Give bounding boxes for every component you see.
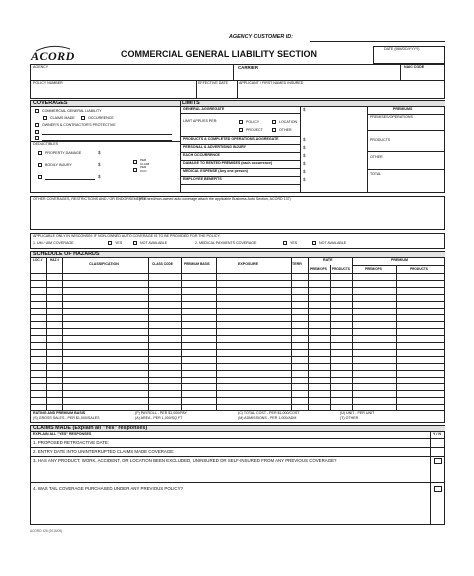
um-uim-yes-label: YES: [115, 241, 123, 245]
products-completed-dollar: $: [303, 137, 306, 142]
occurrence-checkbox[interactable]: [81, 116, 85, 120]
classification-column-header: CLASSIFICATION: [89, 262, 119, 266]
effective-date-label: EFFECTIVE DATE: [198, 81, 229, 85]
hazard-row-line: [30, 356, 445, 357]
location-label: LOCATION: [279, 120, 298, 124]
class-code-column-header: CLASS CODE: [152, 262, 173, 266]
rating-total-cost: (C) TOTAL COST - PER $1,000/COST: [238, 411, 300, 415]
bodily-injury-dollar: $: [98, 162, 101, 167]
um-uim-not-available-checkbox[interactable]: [133, 241, 137, 245]
employee-benefits-dollar: $: [303, 177, 306, 182]
location-checkbox[interactable]: [272, 120, 276, 124]
footer-form-id: ACORD 126 (2016/09): [30, 529, 63, 533]
agency-customer-id-line: [310, 41, 445, 42]
rate-prem-ops-header: PREM/OPS: [310, 267, 327, 271]
hazard-row-line: [30, 390, 445, 391]
wisconsin-text: APPLICABLE ONLY IN WISCONSIN: IF NON-OWNED AUTO COVERAGE IS TO BE PROVIDED FOR THE POLICY:: [33, 234, 221, 238]
hazard-row-line: [30, 280, 445, 281]
haz-column-header: HAZ #: [50, 258, 60, 262]
total-premium-label: TOTAL: [370, 172, 382, 176]
owners-contractors-checkbox[interactable]: [35, 123, 39, 127]
hazard-row-line: [30, 342, 445, 343]
premium-products-header: PRODUCTS: [410, 267, 428, 271]
form-title: COMMERCIAL GENERAL LIABILITY SECTION: [121, 49, 318, 59]
each-occurrence-dollar: $: [303, 153, 306, 158]
rate-products-header: PRODUCTS: [332, 267, 350, 271]
rating-other: (T) OTHER: [340, 416, 359, 420]
hazard-row-line: [30, 383, 445, 384]
cgl-label: COMMERCIAL GENERAL LIABILITY: [42, 108, 102, 113]
coverages-header: COVERAGES: [33, 99, 68, 106]
claims-question-1: 1. PROPOSED RETROACTIVE DATE:: [33, 440, 110, 445]
rating-gross-sales: (S) GROSS SALES - PER $1,000/SALES: [33, 416, 100, 420]
personal-advertising-dollar: $: [303, 145, 306, 150]
claims-question-2: 2. ENTRY DATE INTO UNINTERRUPTED CLAIMS MADE COVERAGE:: [33, 449, 175, 454]
policy-label: POLICY: [246, 120, 260, 124]
hazard-row-line: [30, 349, 445, 350]
hazard-row-line: [30, 363, 445, 364]
premium-basis-column-header: PREMIUM BASIS: [184, 262, 210, 266]
policy-number-label: POLICY NUMBER: [33, 81, 63, 85]
general-aggregate-label: GENERAL AGGREGATE: [183, 107, 225, 111]
loc-column-header: LOC #: [33, 258, 43, 262]
medical-yes-label: YES: [290, 241, 298, 245]
medical-not-available-label: NOT AVAILABLE: [319, 241, 347, 245]
acord-logo-text: ACORD: [31, 49, 75, 63]
premium-column-header: PREMIUM: [391, 258, 408, 262]
claims-made-label: CLAIMS MADE: [50, 115, 75, 120]
employee-benefits-label: EMPLOYEE BENEFITS: [183, 177, 222, 181]
hazard-row-line: [30, 287, 445, 288]
agency-label: AGENCY: [33, 65, 49, 69]
q4-yn-box[interactable]: [434, 486, 442, 492]
medical-payments-label: 2. MEDICAL PAYMENTS COVERAGE: [195, 241, 257, 245]
agency-customer-id-label: AGENCY CUSTOMER ID:: [229, 34, 293, 40]
other-limit-label: OTHER: [279, 128, 292, 132]
limits-header: LIMITS: [182, 99, 200, 106]
hazard-row-line: [30, 328, 445, 329]
um-uim-label: 1. UM / UIM COVERAGE: [33, 241, 74, 245]
rating-admissions: (M) ADMISSIONS - PER 1,000/ADM: [238, 416, 297, 420]
coverage-other-checkbox-1[interactable]: [35, 130, 39, 134]
other-coverages-label: OTHER COVERAGES, RESTRICTIONS AND / OR ENDORSEMENTS: [33, 197, 147, 201]
um-uim-not-available-label: NOT AVAILABLE: [140, 241, 168, 245]
medical-expense-label: MEDICAL EXPENSE (Any one person): [183, 169, 248, 173]
project-checkbox[interactable]: [239, 128, 243, 132]
other-premium-label: OTHER: [370, 155, 383, 159]
per-occ-checkbox[interactable]: [133, 168, 137, 172]
explain-yes-label: EXPLAIN ALL "YES" RESPONSES: [33, 432, 92, 436]
date-label: DATE (MM/DD/YYYY): [384, 47, 420, 51]
acord-logo: [30, 44, 76, 66]
rating-payroll: (P) PAYROLL - PER $1,000/PAY: [135, 411, 187, 415]
deductible-other-checkbox[interactable]: [38, 175, 42, 179]
general-aggregate-dollar: $: [303, 107, 306, 112]
claims-made-header: CLAIMS MADE (Explain all "Yes" responses): [33, 424, 148, 431]
hazard-row-line: [30, 370, 445, 371]
deductibles-label: DEDUCTIBLES: [33, 142, 59, 146]
personal-advertising-label: PERSONAL & ADVERTISING INJURY: [183, 145, 246, 149]
um-uim-yes-checkbox[interactable]: [108, 241, 112, 245]
hazard-row-line: [30, 377, 445, 378]
property-damage-checkbox[interactable]: [38, 151, 42, 155]
cgl-checkbox[interactable]: [35, 109, 39, 113]
per-claim-checkbox[interactable]: [133, 160, 137, 164]
hazard-row-line: [30, 301, 445, 302]
yn-column-header: Y / N: [433, 432, 441, 436]
hazard-row-line: [30, 397, 445, 398]
hazard-row-line: [30, 294, 445, 295]
bodily-injury-label: BODILY INJURY: [45, 162, 72, 167]
rating-area: (A) AREA - PER 1,000/SQ FT: [135, 416, 183, 420]
hazard-row-line: [30, 308, 445, 309]
project-label: PROJECT: [246, 128, 263, 132]
hazards-table: [30, 251, 445, 411]
premium-prem-ops-header: PREM/OPS: [365, 267, 382, 271]
property-damage-dollar: $: [98, 150, 101, 155]
deductible-other-dollar: $: [98, 174, 101, 179]
premiums-header: PREMIUMS: [393, 107, 413, 111]
exposure-column-header: EXPOSURE: [238, 262, 258, 266]
carrier-label: CARRIER: [238, 65, 259, 70]
occurrence-label: OCCURRENCE: [88, 115, 114, 120]
terr-column-header: TERR: [292, 262, 302, 266]
hazards-header: SCHEDULE OF HAZARDS: [33, 250, 100, 257]
premises-operations-label: PREMISES/OPERATIONS: [370, 115, 413, 119]
medical-expense-dollar: $: [303, 169, 306, 174]
per-claim-occ-label: PER CLAIM PER OCC: [140, 158, 150, 173]
owners-contractors-label: OWNER'S & CONTRACTOR'S PROTECTIVE: [42, 122, 116, 127]
claims-made-checkbox[interactable]: [43, 116, 47, 120]
medical-not-available-checkbox[interactable]: [312, 241, 316, 245]
applicant-label: APPLICANT / FIRST NAMED INSURED: [239, 81, 304, 85]
hazard-row-line: [30, 335, 445, 336]
bodily-injury-checkbox[interactable]: [38, 163, 42, 167]
claims-question-3: 3. HAS ANY PRODUCT, WORK, ACCIDENT, OR LOCATION BEEN EXCLUDED, UNINSURED OR SELF-INSURED FROM ANY PREVIOUS COVERAGE?: [33, 458, 337, 463]
rating-basis-title: RATING AND PREMIUM BASIS: [33, 411, 86, 415]
coverage-other-checkbox-2[interactable]: [35, 136, 39, 140]
products-premium-label: PRODUCTS: [370, 138, 391, 142]
damage-rented-label: DAMAGE TO RENTED PREMISES (each occurrence): [183, 161, 273, 165]
rating-unit: (U) UNIT - PER UNIT: [340, 411, 375, 415]
damage-rented-dollar: $: [303, 161, 306, 166]
hazard-row-line: [30, 321, 445, 322]
claims-question-4: 4. WAS TAIL COVERAGE PURCHASED UNDER ANY PREVIOUS POLICY?: [33, 486, 183, 491]
q3-yn-box[interactable]: [434, 458, 442, 464]
hazard-row-line: [30, 314, 445, 315]
limit-applies-per-label: LIMIT APPLIES PER:: [183, 119, 218, 123]
hazard-row-line: [30, 404, 445, 405]
other-coverages-note: (For hired/non-owned auto coverage attach the applicable Business Auto Section, ACORD 137): [139, 197, 291, 201]
rate-column-header: RATE: [323, 258, 333, 262]
products-completed-label: PRODUCTS & COMPLETED OPERATIONS AGGREGATE: [183, 137, 279, 141]
medical-yes-checkbox[interactable]: [283, 241, 287, 245]
property-damage-label: PROPERTY DAMAGE: [45, 150, 82, 155]
naic-code-label: NAIC CODE: [404, 65, 425, 69]
other-limit-checkbox[interactable]: [272, 128, 276, 132]
policy-checkbox[interactable]: [239, 120, 243, 124]
each-occurrence-label: EACH OCCURRENCE: [183, 153, 220, 157]
